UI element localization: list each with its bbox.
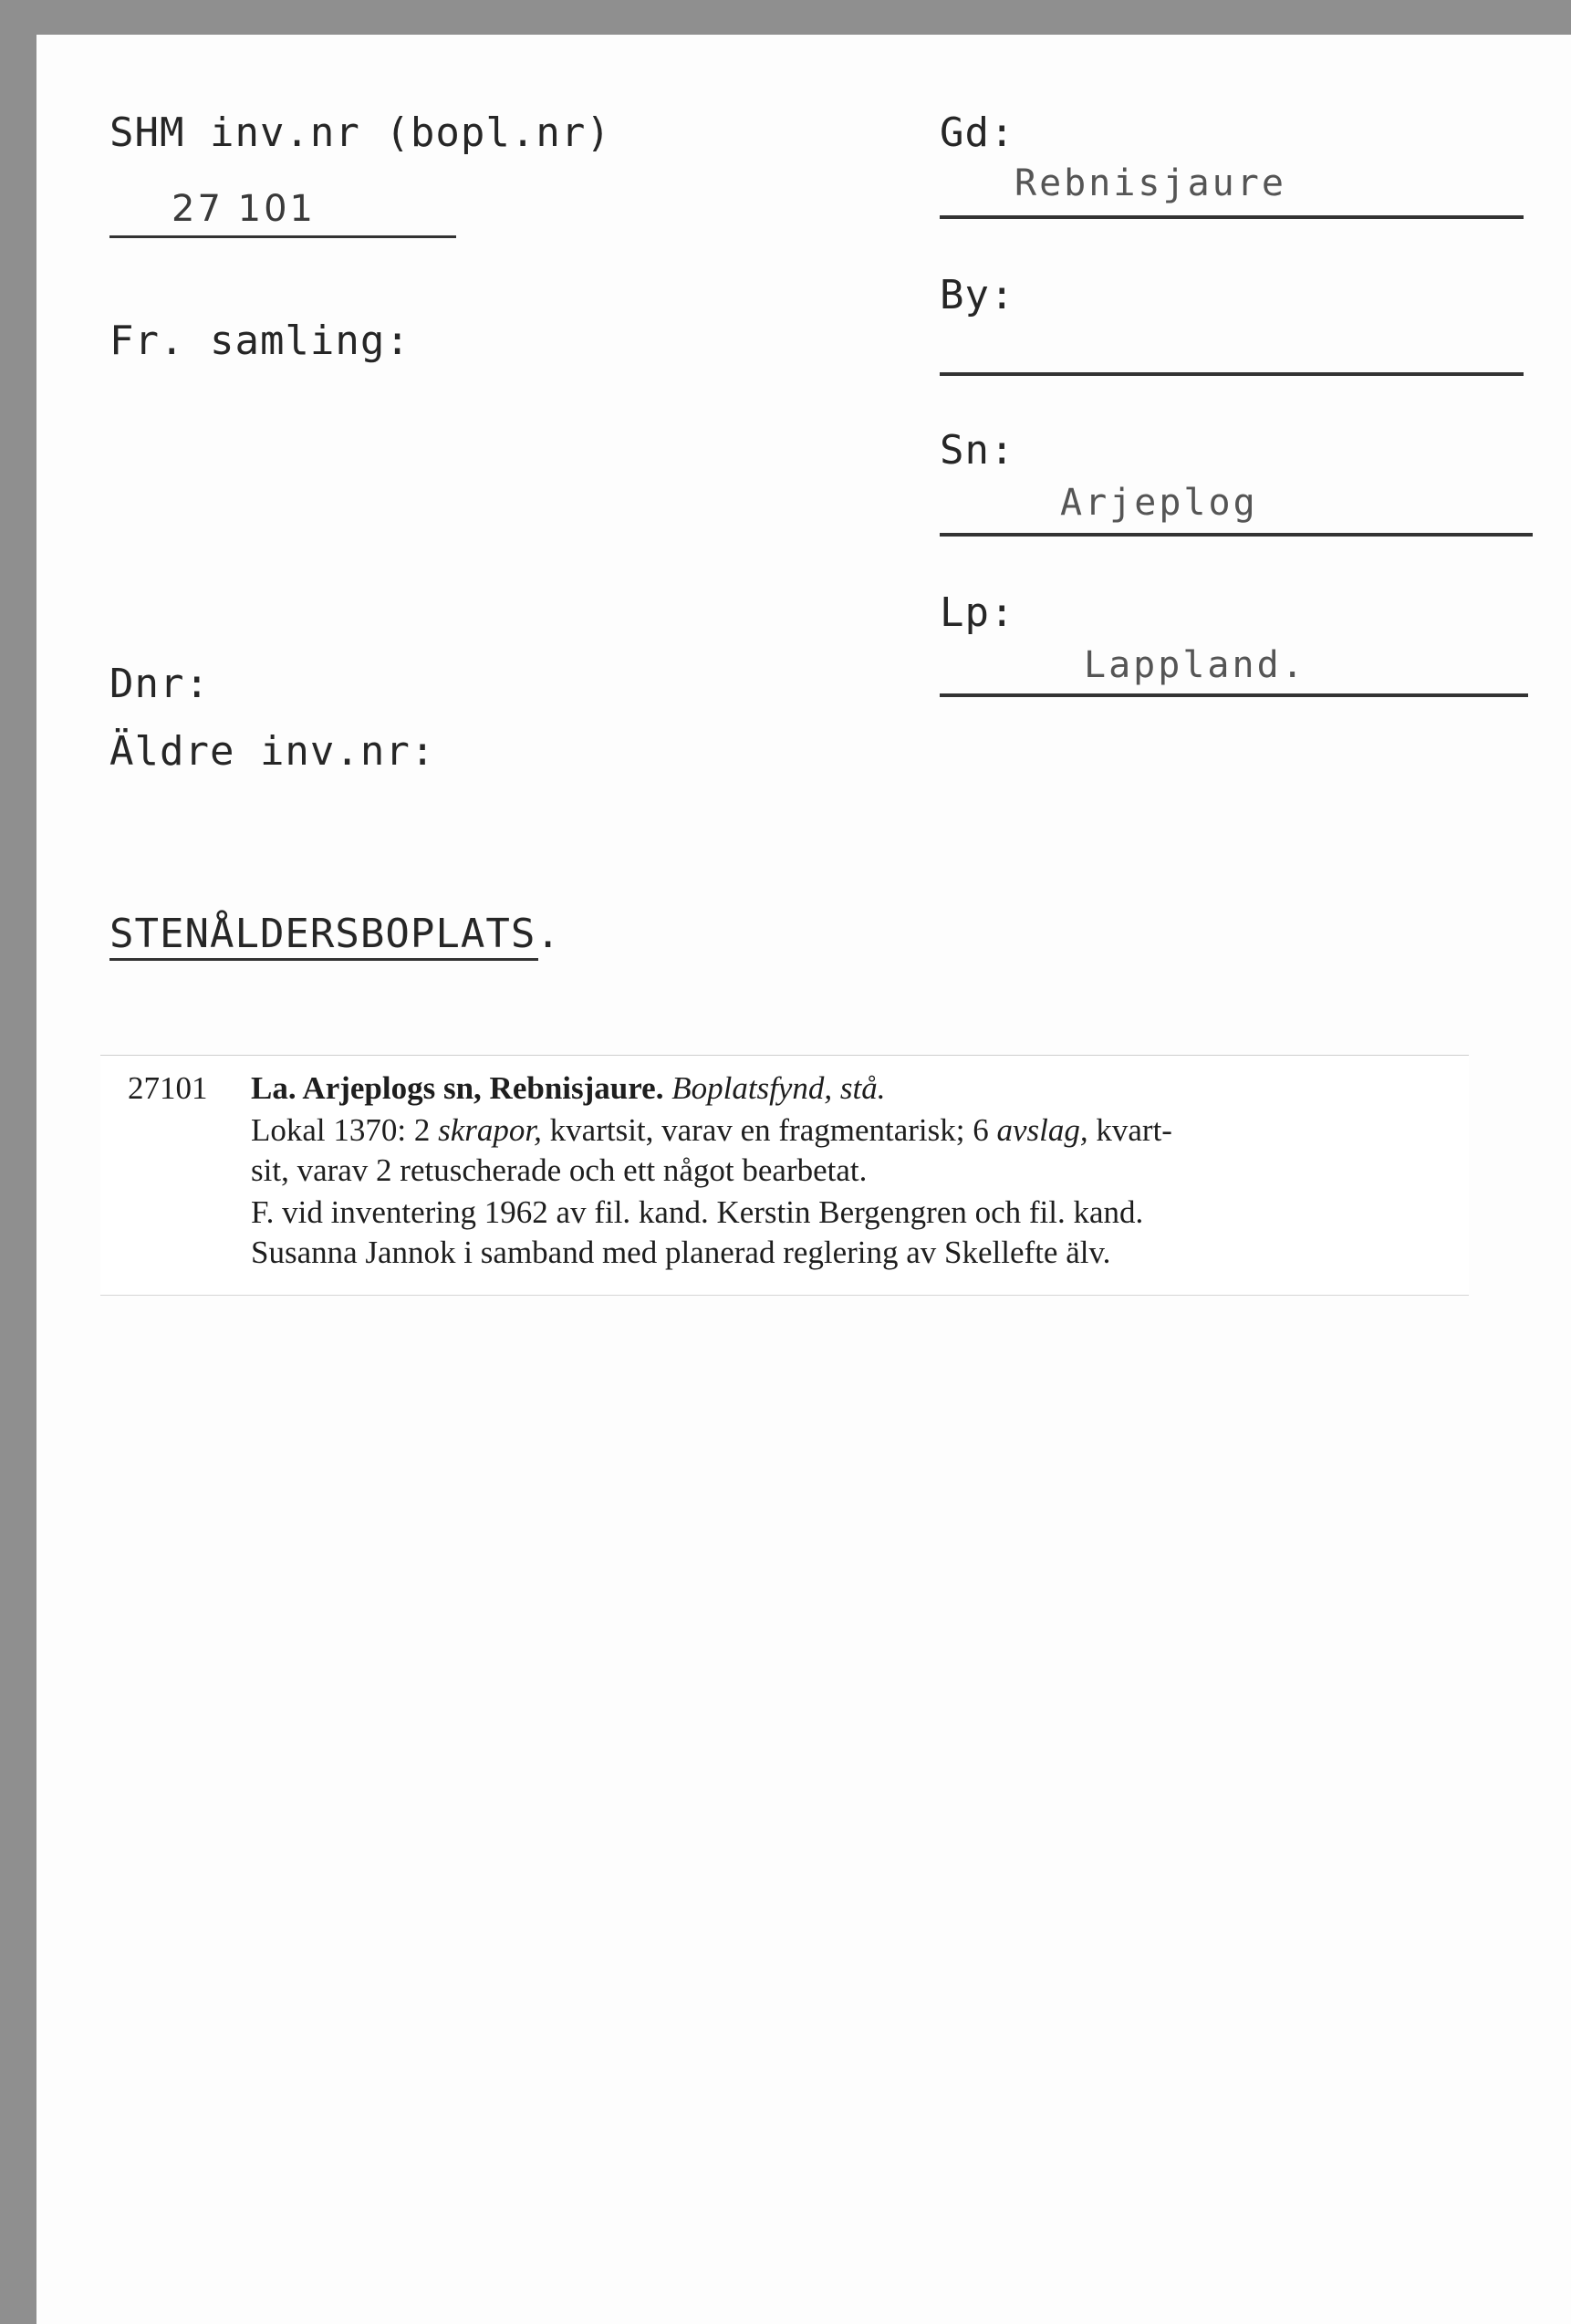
clipping-text-italic: skrapor, — [438, 1112, 542, 1148]
lp-label: Lp: — [940, 589, 1015, 636]
clipping-line-5: Susanna Jannok i samband med planerad reglering av Skellefte älv. — [251, 1235, 1111, 1270]
clipping-line-4: F. vid inventering 1962 av fil. kand. Kerstin Bergengren och fil. kand. — [251, 1194, 1144, 1230]
lp-underline — [940, 693, 1528, 697]
clipping-line-2 — [251, 1112, 1172, 1149]
catalog-card — [36, 35, 1571, 2324]
sn-label: Sn: — [940, 427, 1015, 474]
fr-samling-label: Fr. samling: — [109, 318, 411, 364]
clipping-heading-italic: Boplatsfynd, stå. — [671, 1070, 886, 1106]
catalog-clipping — [100, 1055, 1469, 1296]
clipping-heading — [251, 1070, 886, 1107]
clipping-number: 27101 — [128, 1070, 208, 1106]
inv-number-underline — [109, 235, 456, 238]
gd-value: Rebnisjaure — [1014, 162, 1286, 204]
clipping-text: Lokal 1370: 2 — [251, 1112, 431, 1148]
category-underline — [109, 958, 538, 961]
lp-value: Lappland. — [1084, 644, 1306, 686]
inv-number-value: 27 101 — [172, 188, 316, 230]
clipping-heading-bold: La. Arjeplogs sn, Rebnisjaure. — [251, 1070, 664, 1106]
by-underline — [940, 372, 1524, 376]
sn-value: Arjeplog — [1060, 482, 1258, 524]
dnr-label: Dnr: — [109, 661, 210, 707]
sn-underline — [940, 533, 1533, 537]
gd-label: Gd: — [940, 109, 1015, 156]
gd-underline — [940, 215, 1524, 219]
category-heading: STENÅLDERSBOPLATS. — [109, 911, 561, 957]
by-label: By: — [940, 272, 1015, 318]
aldre-inv-label: Äldre inv.nr: — [109, 728, 436, 775]
clipping-text: kvart- — [1096, 1112, 1172, 1148]
inv-number-label: SHM inv.nr (bopl.nr) — [109, 109, 611, 156]
clipping-text-italic: avslag, — [996, 1112, 1088, 1148]
clipping-line-3: sit, varav 2 retuscherade och ett något bearbetat. — [251, 1152, 868, 1188]
clipping-text: kvartsit, varav en fragmentarisk; 6 — [549, 1112, 989, 1148]
